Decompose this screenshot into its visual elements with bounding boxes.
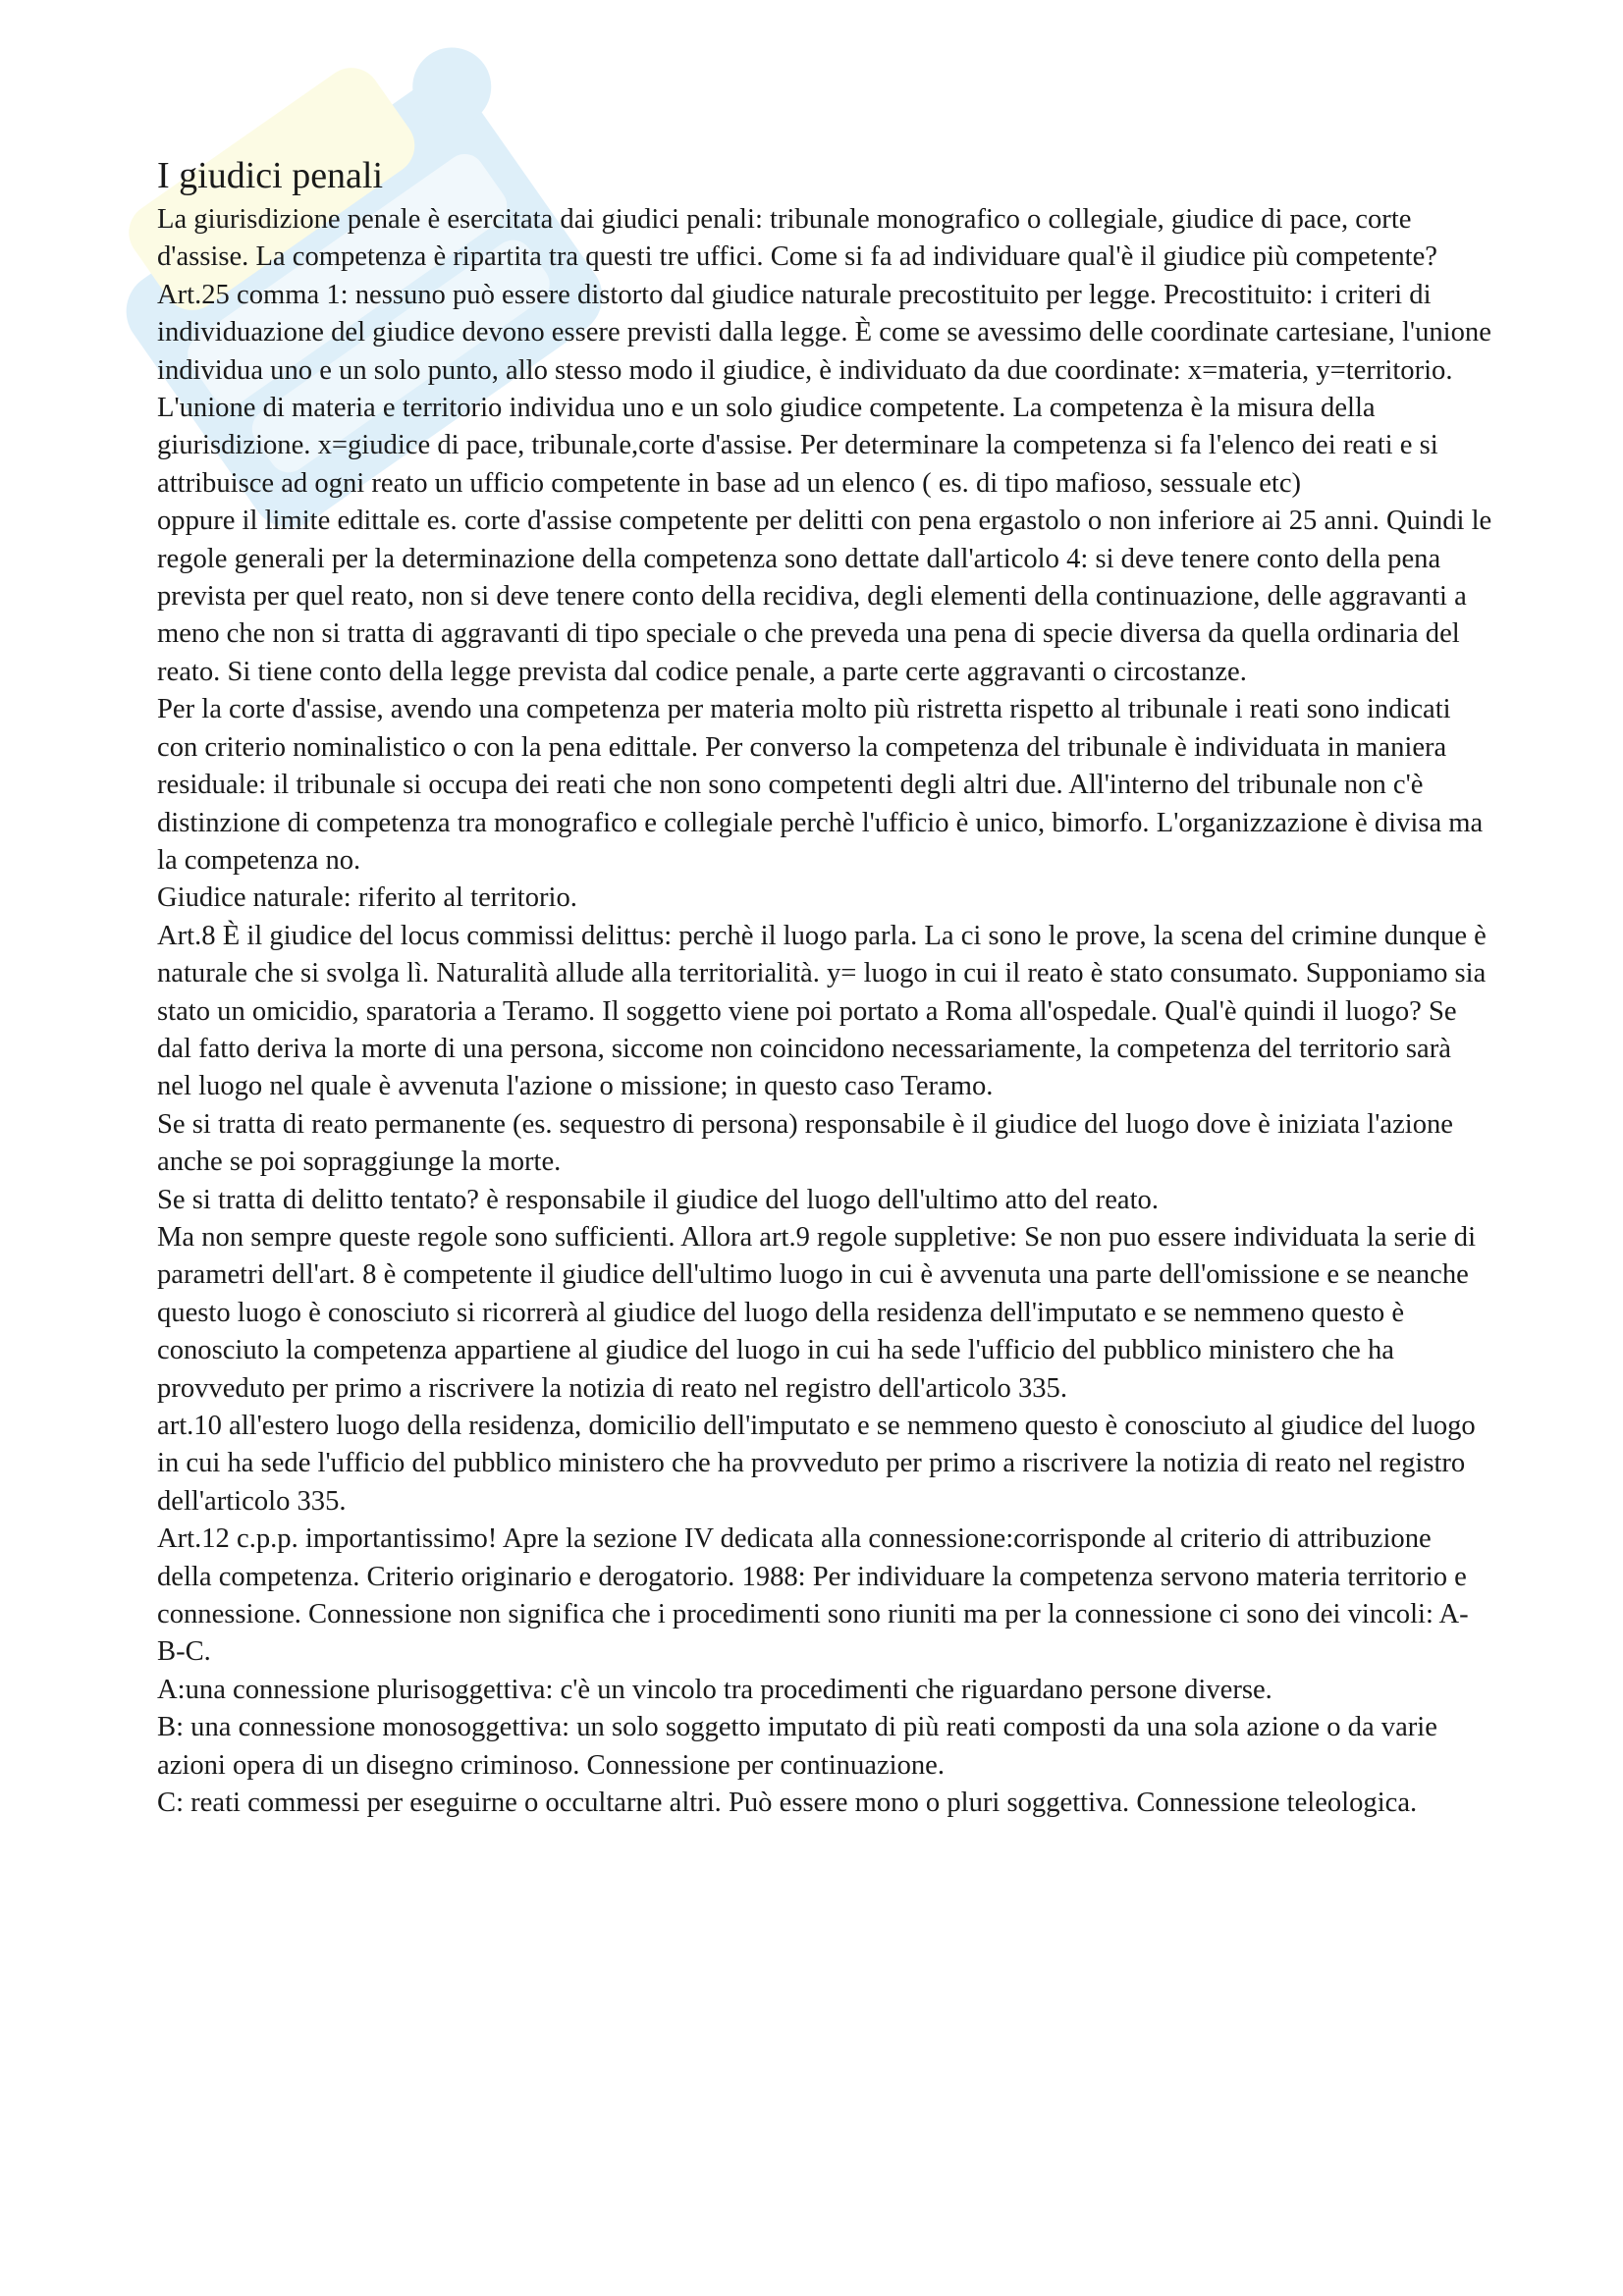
paragraph: C: reati commessi per eseguirne o occultarne altri. Può essere mono o pluri soggettiva. Connessione teleologica. — [157, 1788, 1418, 1819]
paragraph: Per la corte d'assise, avendo una competenza per materia molto più ristretta rispetto al tribunale i reati sono indicati con criterio nominalistico o con la pena edittale. Per converso la competenza del tribunale è individuata in maniera residuale: il tribunale si occupa dei reati che non sono competenti degli altri due. All'interno del tribunale non c'è distinzione di competenza tra monografico e collegiale perchè l'ufficio è unico, bimorfo. L'organizzazione è divisa ma la competenza no. — [157, 694, 1484, 876]
paragraph: Se si tratta di reato permanente (es. sequestro di persona) responsabile è il giudice del luogo dove è iniziata l'azione anche se poi sopraggiunge la morte. — [157, 1108, 1454, 1178]
document-title: I giudici penali — [157, 155, 384, 196]
paragraph: La giurisdizione penale è esercitata dai giudici penali: tribunale monografico o collegiale, giudice di pace, corte d'assise. La competenza è ripartita tra questi tre uffici. Come si fa ad individuare qual'è il giudice più competente? Art.25 comma 1: nessuno può essere distorto dal giudice naturale precostituito per legge. Precostituito: i criteri di individuazione del giudice devono essere previsti dalla legge. È come se avessimo delle coordinate cartesiane, l'unione individua uno e un solo punto, allo stesso modo il giudice, è individuato da due coordinate: x=materia, y=territorio. L'unione di materia e territorio individua uno e un solo giudice competente. La competenza è la misura della giurisdizione. x=giudice di pace, tribunale,corte d'assise. Per determinare la competenza si fa l'elenco dei reati e si attribuisce ad ogni reato un ufficio competente in base ad un elenco ( es. di tipo mafioso, sessuale etc) — [157, 204, 1491, 499]
document-body — [157, 201, 1492, 1822]
paragraph: Ma non sempre queste regole sono sufficienti. Allora art.9 regole suppletive: Se non puo essere individuata la serie di parametri dell'art. 8 è competente il giudice dell'ultimo luogo in cui è avvenuta una parte dell'omissione e se neanche questo luogo è conosciuto si ricorrerà al giudice del luogo della residenza dell'imputato e se nemmeno questo è conosciuto la competenza appartiene al giudice del luogo in cui ha sede l'ufficio del pubblico ministero che ha provveduto per primo a riscrivere la notizia di reato nel registro dell'articolo 335. — [157, 1221, 1477, 1404]
paragraph: oppure il limite edittale es. corte d'assise competente per delitti con pena ergastolo o non inferiore ai 25 anni. Quindi le regole generali per la determinazione della competenza sono dettate dall'articolo 4: si deve tenere conto della pena prevista per quel reato, non si deve tenere conto della recidiva, degli elementi della continuazione, delle aggravanti a meno che non si tratta di aggravanti di tipo speciale o che preveda una pena di specie diversa da quella ordinaria del reato. Si tiene conto della legge prevista dal codice penale, a parte certe aggravanti o circostanze. — [157, 506, 1492, 687]
paragraph: Art.12 c.p.p. importantissimo! Apre la sezione IV dedicata alla connessione:corrisponde al criterio di attribuzione della competenza. Criterio originario e derogatorio. 1988: Per individuare la competenza servono materia territorio e connessione. Connessione non significa che i procedimenti sono riuniti ma per la connessione ci sono dei vincoli: A-B-C. — [157, 1523, 1469, 1668]
paragraph: Art.8 È il giudice del locus commissi delittus: perchè il luogo parla. La ci sono le prove, la scena del crimine dunque è naturale che si svolga lì. Naturalità allude alla territorialità. y= luogo in cui il reato è stato consumato. Supponiamo sia stato un omicidio, sparatoria a Teramo. Il soggetto viene poi portato a Roma all'ospedale. Qual'è quindi il luogo? Se dal fatto deriva la morte di una persona, siccome non coincidono necessariamente, la competenza del territorio sarà nel luogo nel quale è avvenuta l'azione o missione; in questo caso Teramo. — [157, 920, 1487, 1102]
paragraph: B: una connessione monosoggettiva: un solo soggetto imputato di più reati composti da una sola azione o da varie azioni opera di un disegno criminoso. Connessione per continuazione. — [157, 1712, 1437, 1781]
paragraph: art.10 all'estero luogo della residenza, domicilio dell'imputato e se nemmeno questo è conosciuto al giudice del luogo in cui ha sede l'ufficio del pubblico ministero che ha provveduto per primo a riscrivere la notizia di reato nel registro dell'articolo 335. — [157, 1411, 1476, 1517]
paragraph: Giudice naturale: riferito al territorio. — [157, 882, 577, 914]
document-page — [157, 152, 1492, 1822]
paragraph: A:una connessione plurisoggettiva: c'è un vincolo tra procedimenti che riguardano persone diverse. — [157, 1674, 1272, 1705]
paragraph: Se si tratta di delitto tentato? è responsabile il giudice del luogo dell'ultimo atto del reato. — [157, 1184, 1159, 1215]
